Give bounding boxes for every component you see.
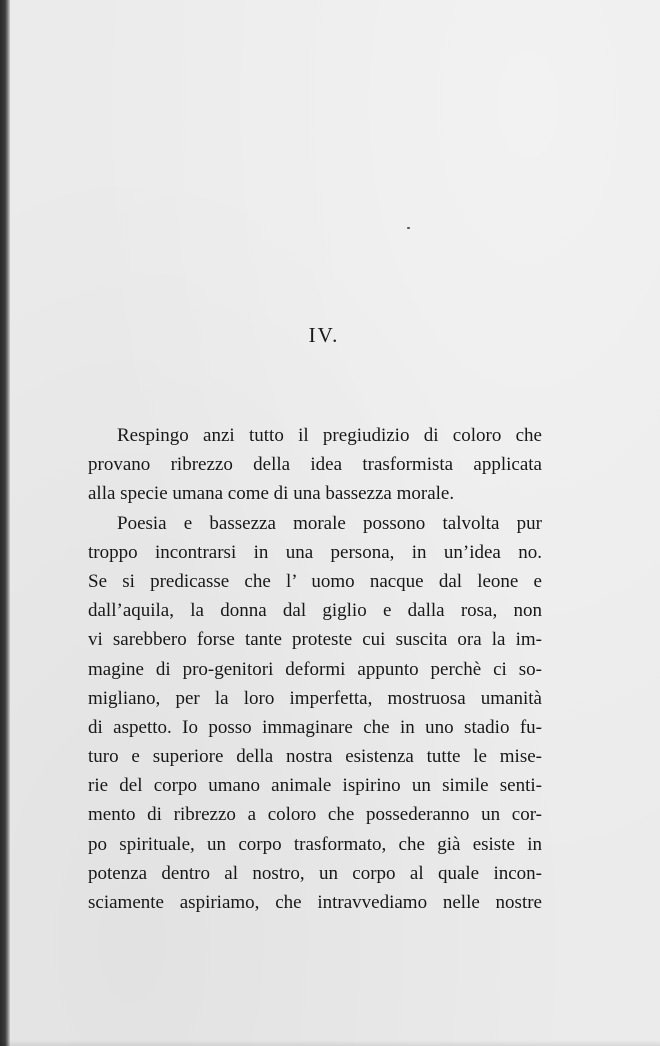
text-line: Poesia e bassezza morale possono talvolta pur (117, 512, 542, 534)
text-line: magine di pro-genitori deformi appunto perchè ci so- (88, 658, 542, 680)
body-text (88, 421, 542, 917)
chapter-heading (0, 323, 660, 348)
text-line: Se si predicasse che l’ uomo nacque dal leone e (88, 570, 542, 592)
text-line: troppo incontrarsi in una persona, in un’idea no. (88, 541, 542, 563)
text-line: Respingo anzi tutto il pregiudizio di coloro che (117, 425, 542, 446)
page-bottom-shadow (0, 1040, 660, 1046)
text-line: di aspetto. Io posso immaginare che in uno stadio fu- (88, 716, 542, 738)
text-line: provano ribrezzo della idea trasformista applicata (88, 454, 542, 476)
chapter-number: IV. (308, 323, 340, 347)
page-binding-edge (0, 0, 10, 1046)
text-line: migliano, per la loro imperfetta, mostruosa umanità (88, 687, 542, 709)
text-line: po spirituale, un corpo trasformato, che già esiste in (88, 833, 542, 855)
text-line: potenza dentro al nostro, un corpo al quale incon- (88, 862, 542, 884)
paragraph-2 (88, 509, 542, 918)
paper-speck (407, 227, 410, 229)
text-line: mento di ribrezzo a coloro che possederanno un cor- (88, 804, 542, 826)
text-line: vi sarebbero forse tante proteste cui suscita ora la im- (88, 629, 542, 651)
text-line: dall’aquila, la donna dal giglio e dalla rosa, non (88, 600, 542, 622)
paragraph-1 (88, 421, 542, 509)
text-line: alla specie umana come di una bassezza morale. (88, 483, 455, 505)
text-line: sciamente aspiriamo, che intravvediamo nelle nostre (88, 892, 542, 913)
text-line: turo e superiore della nostra esistenza tutte le mise- (88, 746, 542, 768)
text-line: rie del corpo umano animale ispirino un simile senti- (88, 775, 542, 797)
